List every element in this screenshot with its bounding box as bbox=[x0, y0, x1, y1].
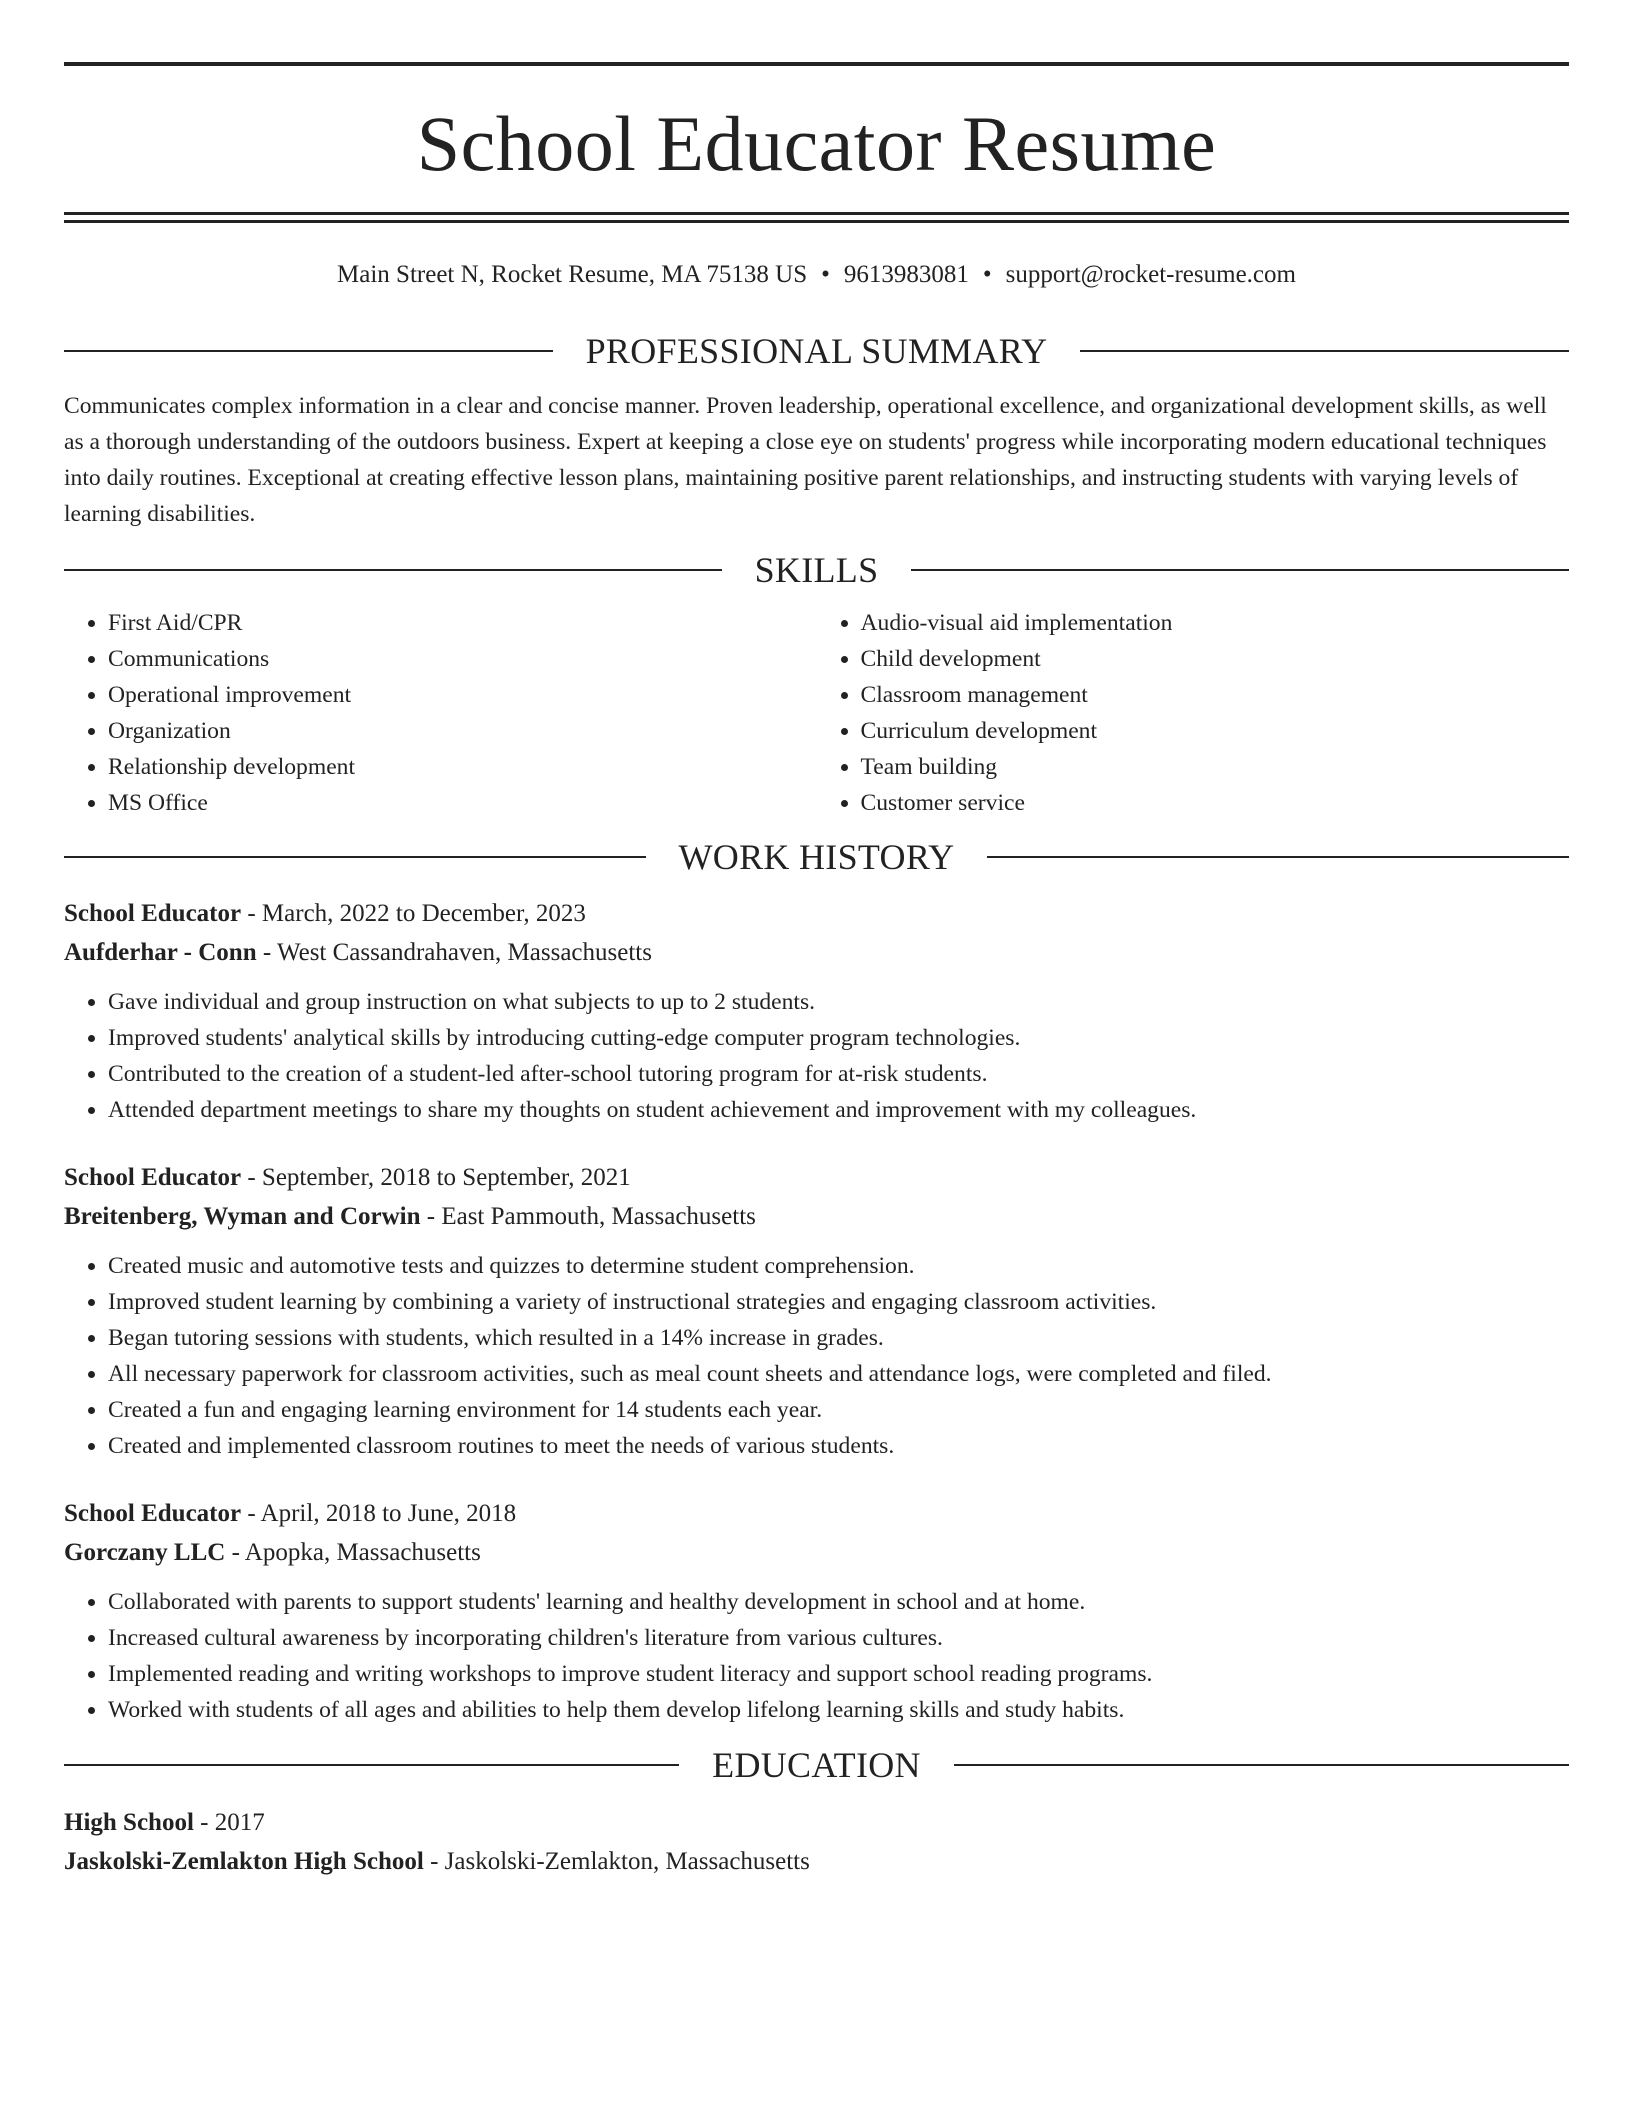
job-dates: - April, 2018 to June, 2018 bbox=[241, 1500, 517, 1527]
job-entry bbox=[64, 1494, 1569, 1728]
skill-item: • First Aid/CPR bbox=[108, 605, 817, 641]
job-entry bbox=[64, 894, 1569, 1128]
education-school: Jaskolski-Zemlakton High School bbox=[64, 1848, 424, 1875]
job-bullet: • Worked with students of all ages and abilities to help them develop lifelong learning skills and study habits. bbox=[108, 1692, 1569, 1728]
skill-item: • Child development bbox=[861, 641, 1570, 677]
job-title: School Educator bbox=[64, 1164, 242, 1191]
contact-address: Main Street N, Rocket Resume, MA 75138 US bbox=[337, 261, 808, 288]
job-company-line bbox=[64, 1533, 1569, 1572]
skill-item: • Audio-visual aid implementation bbox=[861, 605, 1570, 641]
job-title-line bbox=[64, 1158, 1569, 1197]
section-header-work bbox=[64, 832, 1569, 882]
contact-line bbox=[64, 255, 1569, 295]
contact-separator: • bbox=[821, 261, 830, 288]
job-bullets bbox=[64, 984, 1569, 1128]
resume-title: School Educator Resume bbox=[416, 100, 1217, 187]
job-title-line bbox=[64, 894, 1569, 933]
section-rule-left bbox=[64, 1764, 679, 1766]
skill-item: • Classroom management bbox=[861, 677, 1570, 713]
skill-item: • Relationship development bbox=[108, 749, 817, 785]
job-bullet: • Improved student learning by combining a variety of instructional strategies and engaging classroom activities. bbox=[108, 1284, 1569, 1320]
job-location: - Apopka, Massachusetts bbox=[225, 1539, 481, 1566]
job-company-line bbox=[64, 933, 1569, 972]
job-bullet: • Began tutoring sessions with students, which resulted in a 14% increase in grades. bbox=[108, 1320, 1569, 1356]
title-double-rule bbox=[64, 212, 1569, 223]
job-bullets bbox=[64, 1584, 1569, 1728]
job-entry bbox=[64, 1158, 1569, 1464]
job-dates: - March, 2022 to December, 2023 bbox=[241, 900, 586, 927]
job-bullet: • Improved students' analytical skills by introducing cutting-edge computer program technologies. bbox=[108, 1020, 1569, 1056]
education-degree-line bbox=[64, 1803, 1569, 1842]
job-bullet: • Increased cultural awareness by incorporating children's literature from various cultures. bbox=[108, 1620, 1569, 1656]
job-location: - East Pammouth, Massachusetts bbox=[420, 1203, 756, 1230]
job-title: School Educator bbox=[64, 900, 242, 927]
job-bullet: • All necessary paperwork for classroom activities, such as meal count sheets and attendance logs, were completed and filed. bbox=[108, 1356, 1569, 1392]
section-header-summary bbox=[64, 326, 1569, 376]
skill-item: • Organization bbox=[108, 713, 817, 749]
top-rule bbox=[64, 62, 1569, 66]
section-rule-right bbox=[911, 569, 1569, 571]
skill-item: • MS Office bbox=[108, 785, 817, 821]
job-dates: - September, 2018 to September, 2021 bbox=[241, 1164, 631, 1191]
contact-separator: • bbox=[982, 261, 992, 288]
job-bullet: • Created and implemented classroom routines to meet the needs of various students. bbox=[108, 1428, 1569, 1464]
section-title-skills: SKILLS bbox=[754, 550, 879, 590]
job-company: Gorczany LLC bbox=[64, 1539, 226, 1566]
section-title-summary: PROFESSIONAL SUMMARY bbox=[585, 331, 1048, 371]
section-rule-right bbox=[987, 856, 1569, 858]
job-title: School Educator bbox=[64, 1500, 242, 1527]
skill-item: • Customer service bbox=[861, 785, 1570, 821]
job-bullet: • Attended department meetings to share my thoughts on student achievement and improvement with my colleagues. bbox=[108, 1092, 1569, 1128]
section-rule-right bbox=[954, 1764, 1569, 1766]
job-title-line bbox=[64, 1494, 1569, 1533]
skill-item: • Team building bbox=[861, 749, 1570, 785]
job-company: Breitenberg, Wyman and Corwin bbox=[64, 1203, 421, 1230]
section-rule-left bbox=[64, 856, 646, 858]
skills-list bbox=[64, 605, 1569, 821]
job-bullet: • Created a fun and engaging learning environment for 14 students each year. bbox=[108, 1392, 1569, 1428]
job-company-line bbox=[64, 1197, 1569, 1236]
education-entry bbox=[64, 1803, 1569, 1881]
job-bullet: • Created music and automotive tests and quizzes to determine student comprehension. bbox=[108, 1248, 1569, 1284]
education-degree: High School bbox=[64, 1809, 194, 1836]
job-bullets bbox=[64, 1248, 1569, 1464]
education-school-line bbox=[64, 1842, 1569, 1881]
job-location: - West Cassandrahaven, Massachusetts bbox=[256, 939, 652, 966]
job-bullet: • Implemented reading and writing workshops to improve student literacy and support school reading programs. bbox=[108, 1656, 1569, 1692]
section-header-skills bbox=[64, 545, 1569, 595]
education-year: - 2017 bbox=[193, 1809, 265, 1836]
section-rule-left bbox=[64, 350, 553, 352]
job-bullet: • Gave individual and group instruction on what subjects to up to 2 students. bbox=[108, 984, 1569, 1020]
education-location: - Jaskolski-Zemlakton, Massachusetts bbox=[423, 1848, 810, 1875]
section-rule-left bbox=[64, 569, 722, 571]
section-title-work: WORK HISTORY bbox=[678, 837, 955, 877]
skills-column-left bbox=[64, 605, 817, 821]
job-company: Aufderhar - Conn bbox=[64, 939, 257, 966]
skill-item: • Communications bbox=[108, 641, 817, 677]
contact-email: support@rocket-resume.com bbox=[1005, 261, 1296, 288]
job-bullet: • Collaborated with parents to support students' learning and healthy development in school and at home. bbox=[108, 1584, 1569, 1620]
skills-column-right bbox=[817, 605, 1570, 821]
skill-item: • Curriculum development bbox=[861, 713, 1570, 749]
section-header-education bbox=[64, 1740, 1569, 1790]
section-title-education: EDUCATION bbox=[712, 1745, 921, 1785]
section-rule-right bbox=[1080, 350, 1569, 352]
summary-text: Communicates complex information in a clear and concise manner. Proven leadership, operational excellence, and organizational development skills, as well as a thorough understanding of the outdoors business. Expert at keeping a close eye on students' progress while incorporating modern educational techniques into daily routines. Exceptional at creating effective lesson plans, maintaining positive parent relationships, and instructing students with varying levels of learning disabilities. bbox=[64, 393, 1547, 527]
job-bullet: • Contributed to the creation of a student-led after-school tutoring program for at-risk students. bbox=[108, 1056, 1569, 1092]
skill-item: • Operational improvement bbox=[108, 677, 817, 713]
contact-phone: 9613983081 bbox=[843, 261, 969, 288]
